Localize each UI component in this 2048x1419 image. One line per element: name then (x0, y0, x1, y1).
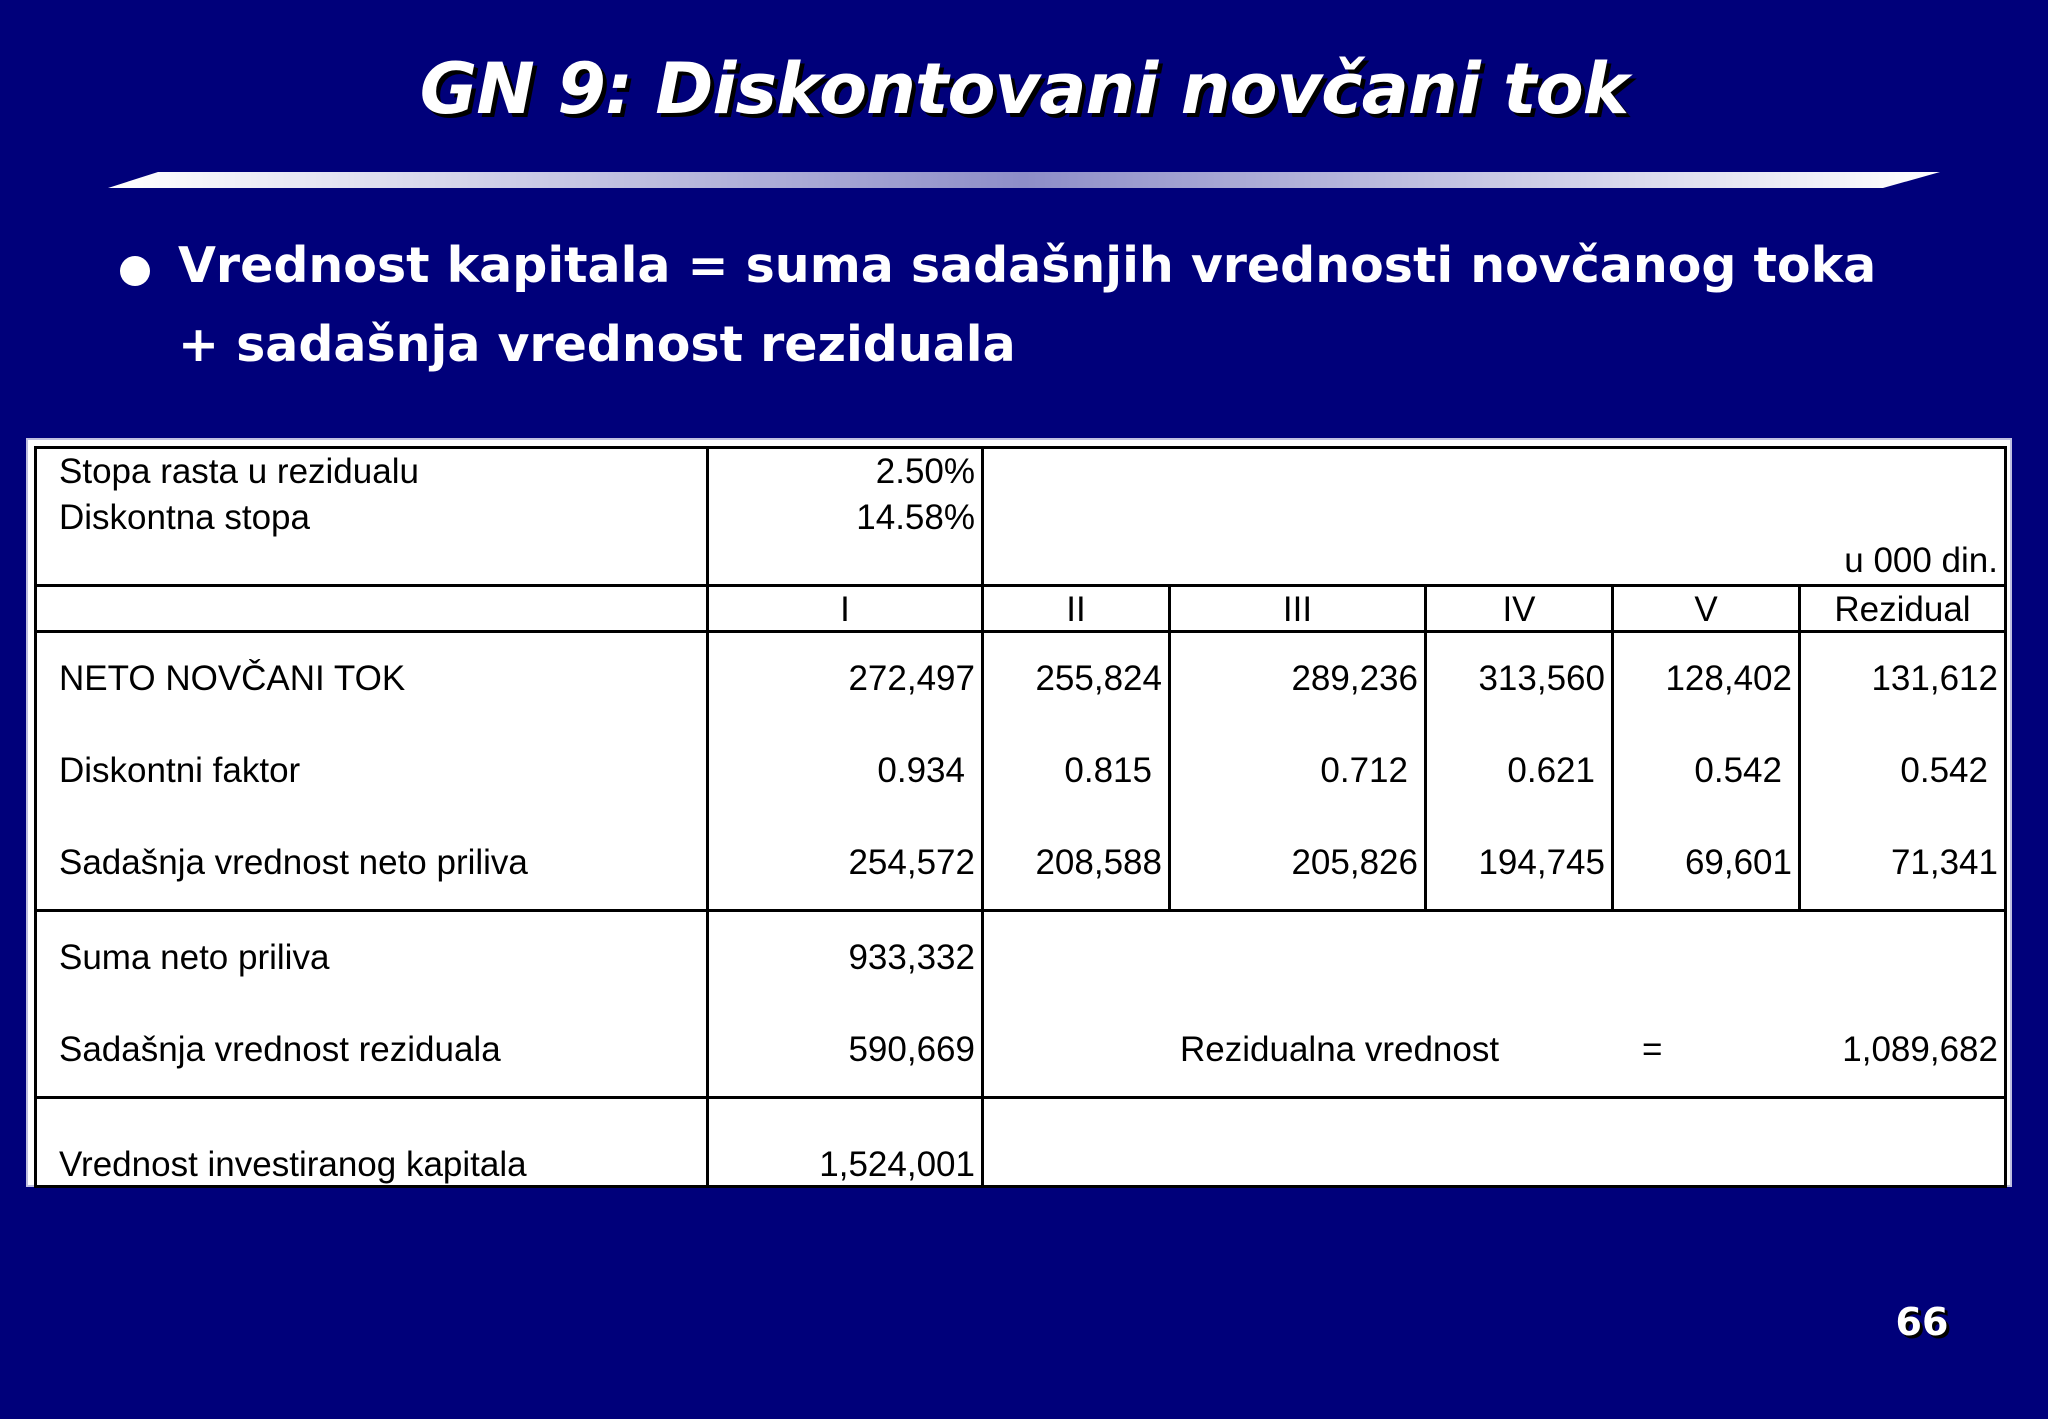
summary-values-cell (708, 911, 983, 1098)
unit-note-cell (983, 448, 2006, 586)
total-label: Vrednost investiranog kapitala (36, 1098, 708, 1187)
table-value: 0.621 (1507, 751, 1595, 790)
column-header: IV (1426, 586, 1613, 632)
table-value: 0.542 (1900, 751, 1988, 790)
column-header: I (708, 586, 983, 632)
table-value: 255,824 (1035, 659, 1162, 698)
year-3-cell (1170, 632, 1426, 911)
header-row (36, 586, 2006, 632)
year-5-cell (1613, 632, 1800, 911)
growth-rate-label: Stopa rasta u rezidualu (59, 452, 419, 491)
discount-rate-value: 14.58% (856, 498, 975, 537)
table-value: 69,601 (1684, 843, 1792, 882)
params-labels-cell (36, 448, 708, 586)
residual-label: Rezidualna vrednost (1180, 1030, 1500, 1069)
total-empty-cell (983, 1098, 2006, 1187)
sum-label: Suma neto priliva (59, 938, 330, 977)
table-value: 0.934 (877, 751, 965, 790)
table-value: 194,745 (1478, 843, 1605, 882)
total-value: 1,524,001 (708, 1098, 983, 1187)
table-value: 128,402 (1665, 659, 1792, 698)
pv-residual-label: Sadašnja vrednost reziduala (59, 1030, 501, 1069)
row-labels-cell (36, 632, 708, 911)
page-number: 66 (1895, 1300, 1949, 1344)
table-value: 71,341 (1890, 843, 1998, 882)
year-1-cell (708, 632, 983, 911)
bullet-icon (120, 256, 150, 286)
total-row (36, 1098, 2006, 1187)
summary-labels-cell (36, 911, 708, 1098)
dcf-table (34, 446, 2007, 1188)
summary-block (36, 911, 2006, 1098)
residual-value: 1,089,682 (1842, 1030, 1998, 1069)
growth-rate-value: 2.50% (875, 452, 975, 491)
table-value: 208,588 (1035, 843, 1162, 882)
residual-cell (1800, 632, 2006, 911)
column-header: II (983, 586, 1170, 632)
year-4-cell (1426, 632, 1613, 911)
dcf-table-container (28, 440, 2010, 1185)
table-value: 0.815 (1064, 751, 1152, 790)
residual-line (990, 1004, 1998, 1096)
table-value: 254,572 (848, 843, 975, 882)
title-underline (108, 172, 1940, 188)
discount-rate-label: Diskontna stopa (59, 498, 310, 537)
sum-value: 933,332 (848, 938, 975, 977)
params-row (36, 448, 2006, 586)
params-values-cell (708, 448, 983, 586)
residual-equals: = (1642, 1030, 1663, 1069)
table-value: 313,560 (1478, 659, 1605, 698)
unit-note: u 000 din. (1844, 541, 1998, 580)
table-value: 272,497 (848, 659, 975, 698)
column-header: III (1170, 586, 1426, 632)
table-value: 131,612 (1871, 659, 1998, 698)
cash-flow-block (36, 632, 2006, 911)
residual-value-cell (983, 911, 2006, 1098)
residual-spacer (990, 912, 1998, 1004)
row-label: Diskontni faktor (59, 751, 301, 790)
table-value: 0.542 (1694, 751, 1782, 790)
table-value: 205,826 (1291, 843, 1418, 882)
header-empty-cell (36, 586, 708, 632)
table-value: 0.712 (1320, 751, 1408, 790)
pv-residual-value: 590,669 (848, 1030, 975, 1069)
bullet-text: Vrednost kapitala = suma sadašnjih vrednosti novčanog toka + sadašnja vrednost reziduala (178, 237, 1877, 373)
row-label: NETO NOVČANI TOK (59, 659, 406, 698)
column-header: V (1613, 586, 1800, 632)
table-value: 289,236 (1291, 659, 1418, 698)
slide-title: GN 9: Diskontovani novčani tok (419, 48, 1629, 130)
year-2-cell (983, 632, 1170, 911)
column-header: Rezidual (1800, 586, 2006, 632)
row-label: Sadašnja vrednost neto priliva (59, 843, 528, 882)
